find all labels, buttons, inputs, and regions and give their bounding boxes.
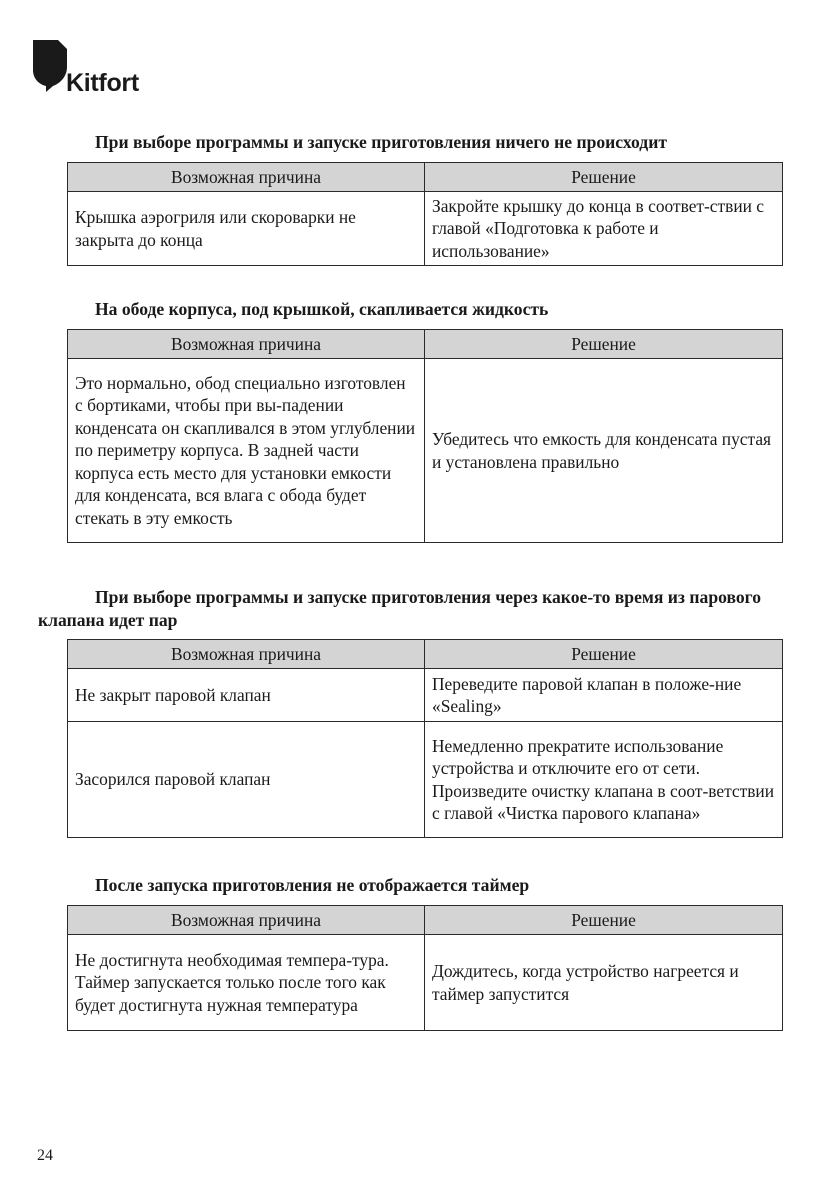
cause-cell: Крышка аэрогриля или скороварки не закрыта до конца (68, 192, 425, 266)
table-header-row (68, 330, 783, 359)
section-2-table (67, 329, 783, 543)
section-4-table (67, 905, 783, 1031)
cause-column-header: Возможная причина (68, 330, 425, 359)
kitfort-logo (33, 40, 163, 100)
cause-column-header: Возможная причина (68, 640, 425, 669)
section-3-heading: При выборе программы и запуске приготовления через какое-то время из парового клапана идет пар (38, 587, 761, 630)
cause-column-header: Возможная причина (68, 163, 425, 192)
section-3-table (67, 639, 783, 838)
cause-cell: Это нормально, обод специально изготовлен с бортиками, чтобы при вы-падении конденсата он скапливался в этом углублении по периметру корпуса. В задней части корпуса есть место для установки емкости для конденсата, вся влага с обода будет стекать в эту емкость (68, 359, 425, 543)
section-1-heading: При выборе программы и запуске приготовления ничего не происходит (95, 132, 667, 152)
solution-column-header: Решение (425, 163, 783, 192)
brand-name: Kitfort (66, 69, 139, 97)
section-4-heading: После запуска приготовления не отображается таймер (95, 875, 530, 895)
solution-cell: Убедитесь что емкость для конденсата пустая и установлена правильно (425, 359, 783, 543)
cause-cell: Засорился паровой клапан (68, 722, 425, 838)
solution-column-header: Решение (425, 640, 783, 669)
cause-cell: Не закрыт паровой клапан (68, 669, 425, 722)
solution-cell: Немедленно прекратите использование устройства и отключите его от сети. Произведите очистку клапана в соот-ветствии с главой «Чистка парового клапана» (425, 722, 783, 838)
solution-cell: Переведите паровой клапан в положе-ние «Sealing» (425, 669, 783, 722)
table-row (68, 935, 783, 1031)
cause-column-header: Возможная причина (68, 906, 425, 935)
solution-column-header: Решение (425, 330, 783, 359)
table-header-row (68, 640, 783, 669)
table-row (68, 669, 783, 722)
table-row (68, 359, 783, 543)
table-header-row (68, 163, 783, 192)
solution-cell: Дождитесь, когда устройство нагреется и таймер запустится (425, 935, 783, 1031)
solution-column-header: Решение (425, 906, 783, 935)
page-number: 24 (37, 1147, 53, 1164)
table-row (68, 722, 783, 838)
table-row (68, 192, 783, 266)
cause-cell: Не достигнута необходимая темпера-тура. Таймер запускается только после того как будет достигнута нужная температура (68, 935, 425, 1031)
kitfort-logo-mark-icon (33, 40, 67, 92)
section-1-table (67, 162, 783, 266)
table-header-row (68, 906, 783, 935)
solution-cell: Закройте крышку до конца в соответ-ствии с главой «Подготовка к работе и использование» (425, 192, 783, 266)
section-2-heading: На ободе корпуса, под крышкой, скапливается жидкость (95, 299, 549, 319)
